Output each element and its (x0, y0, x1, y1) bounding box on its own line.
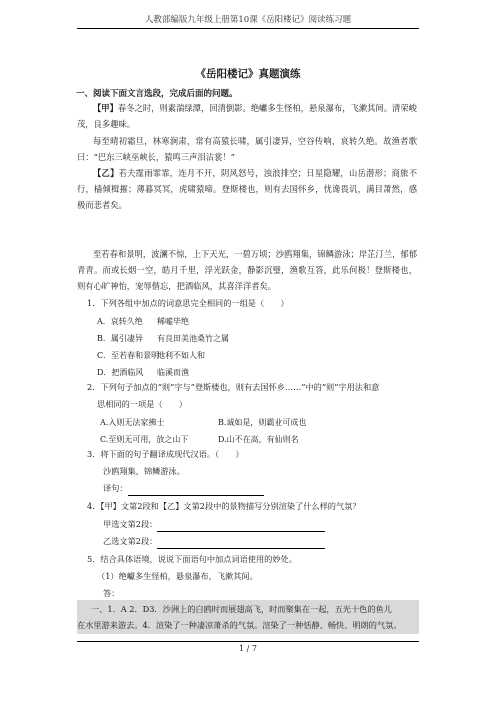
q4-yi-row (103, 534, 325, 549)
q1-option-b (97, 333, 229, 344)
option-b: B.诚如是，则霸业可成也 (218, 418, 307, 427)
q3-stem: 3．将下面的句子翻译成现代汉语。（ ） (87, 449, 244, 459)
section-heading: 一、阅读下面文言选段，完成后面的问题。 (76, 89, 238, 99)
option-d: D.山不在高，有仙则名 (218, 435, 299, 444)
option-left: B．属引凄异 (97, 334, 143, 343)
q1-stem: 1．下列各组中加点的词意思完全相同的一组是（ ） (87, 298, 289, 308)
q5-item1: （1）绝巘多生怪柏，悬泉瀑布，飞漱其间。 (97, 571, 258, 581)
q4-stem: 4．【甲】文第2段和【乙】文第2段中的景物描写分别渲染了什么样的气氛？ (87, 501, 361, 511)
option-right: 临溪而渔 (157, 368, 189, 377)
jia-answer-label: 甲选文第2段： (103, 519, 158, 529)
passage-jia-p2: 每至晴初霜旦，林寒涧肃，常有高猿长啸，属引凄异，空谷传响，哀转久绝。故渔者歌曰：“巴东三峡巫峡长，猿鸣三声泪沾裳！” (77, 136, 417, 163)
q2-options-row1 (100, 417, 307, 428)
option-a: A.入则无法家拂士 (100, 418, 165, 427)
jia-tag: 【甲】 (93, 103, 118, 113)
jia-text: 春冬之时，则素湍绿潭，回清倒影。绝巘多生怪柏，悬泉瀑布，飞漱其间。清荣峻茂，良多趣味。 (77, 103, 417, 130)
passage-jia-p1 (77, 100, 417, 132)
q1-option-d (97, 367, 189, 378)
q3-answer-row (103, 481, 264, 496)
q2-stem-line1: 2．下列句子加点的“则”字与“登斯楼也，则有去国怀乡……”中的“则”字用法和意 (87, 382, 380, 392)
running-header: 人教部编版九年级上册第10课《岳阳楼记》阅读练习题 (144, 15, 352, 25)
header-rule (77, 28, 419, 29)
q2-options-row2 (100, 434, 299, 445)
q3-sentence: 沙鸥翔集，锦鳞游泳。 (103, 466, 185, 476)
jia-answer-blank[interactable] (157, 522, 325, 532)
answer-key-line1: 一、1．A 2．D3．沙洲上的白鸥时而展翅高飞，时而聚集在一起，五光十色的鱼儿 (91, 604, 392, 614)
translation-label: 译句： (103, 483, 128, 493)
option-left: C．至若春和景明 (97, 351, 160, 360)
answer-label: 答： (103, 588, 120, 598)
page-title: 《岳阳楼记》真题演练 (195, 68, 301, 80)
q1-option-a (97, 316, 189, 327)
answer-key-box (77, 600, 419, 634)
translation-blank[interactable] (128, 486, 264, 496)
yi-answer-blank[interactable] (157, 539, 325, 549)
option-c: C.至则无可用，放之山下 (100, 435, 189, 444)
q5-answer1-row (103, 586, 419, 601)
passage-yi-p2: 至若春和景明，波澜不惊，上下天光，一碧万顷；沙鸥翔集，锦鳞游泳；岸芷汀兰，郁郁青青。而或长烟一空，皓月千里，浮光跃金，静影沉璧，渔歌互答，此乐何极！登斯楼也，则有心旷神怡，宠辱偕忘，把酒临风，其喜洋洋者矣。 (77, 249, 417, 292)
q5-stem: 5．结合具体语境，说说下面语句中加点词语使用的妙处。 (87, 554, 297, 564)
option-left: A．哀转久绝 (97, 317, 143, 326)
yi-tag: 【乙】 (93, 168, 119, 178)
footer-rule (77, 641, 419, 642)
option-right: 地利不如人和 (157, 351, 205, 360)
q2-stem-line2: 思相同的一项是（ ） (97, 399, 188, 409)
q4-jia-row (103, 517, 325, 532)
q1-option-c (97, 350, 205, 361)
option-left: D．把酒临风 (97, 368, 144, 377)
answer-key-line2: 在水里游来游去。4．渲染了一种凄凉萧杀的气氛。渲染了一种恬静、畅快、明朗的气氛。 (77, 620, 402, 630)
yi-answer-label: 乙选文第2段： (103, 536, 158, 546)
option-right: 稀嘘毕绝 (157, 317, 189, 326)
page-number: 1 / 7 (239, 644, 257, 653)
option-right: 有良田美池桑竹之属 (157, 334, 229, 343)
yi-text: 若夫霪雨霏霏，连月不开，阴风怒号，浊浪排空；日星隐耀，山岳潜形；商旅不行，樯倾楫摧；薄暮冥冥，虎啸猿啼。登斯楼也，则有去国怀乡，忧谗畏讥，满目萧然，感极而悲者矣。 (77, 168, 417, 211)
passage-yi-p1 (77, 165, 417, 214)
